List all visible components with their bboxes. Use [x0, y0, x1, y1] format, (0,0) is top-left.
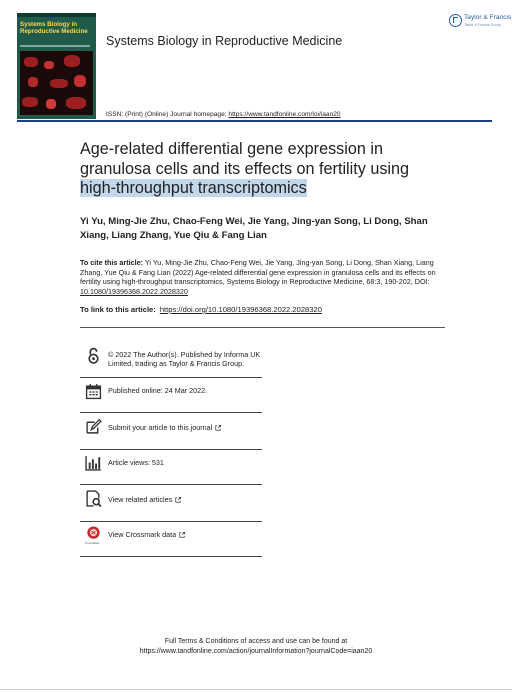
external-link-icon [179, 532, 185, 538]
cover-subtitle-bar [20, 45, 90, 47]
page-bottom-edge [0, 689, 512, 690]
publisher-tagline: Taylor & Francis Group [464, 23, 501, 27]
issn-label: ISSN: (Print) (Online) Journal homepage: [106, 111, 227, 118]
crossmark-badge-label: CrossMark [85, 541, 100, 545]
article-views: Article views: 531 [108, 458, 164, 467]
crossmark-row[interactable] [80, 526, 262, 557]
info-divider [80, 412, 262, 413]
bar-chart-icon [85, 454, 102, 471]
related-articles-row[interactable] [80, 490, 262, 522]
citation-label: To cite this article: [80, 258, 143, 267]
open-access-text: © 2022 The Author(s). Published by Informa UK Limited, trading as Taylor & Francis Group. [108, 350, 261, 368]
article-link-line [80, 305, 322, 314]
open-access-icon [85, 347, 102, 364]
article-link-label: To link to this article: [80, 305, 156, 314]
terms-footer [0, 637, 512, 657]
published-date-row [80, 382, 262, 413]
info-divider [80, 556, 262, 557]
doi-link[interactable]: 10.1080/19396368.2022.2028320 [80, 286, 188, 296]
related-articles-link[interactable]: View related articles [108, 495, 173, 504]
publisher-logo[interactable] [449, 13, 512, 31]
header-divider [17, 120, 492, 122]
info-divider [80, 377, 262, 378]
submit-article-row[interactable] [80, 418, 262, 450]
article-views-row [80, 454, 262, 485]
journal-name[interactable]: Systems Biology in Reproductive Medicine [106, 34, 343, 48]
article-link[interactable]: https://doi.org/10.1080/19396368.2022.2028320 [159, 305, 322, 314]
info-divider [80, 449, 262, 450]
crossmark-link[interactable]: View Crossmark data [108, 530, 177, 539]
terms-footer-link[interactable]: https://www.tandfonline.com/action/journalInformation?journalCode=iaan20 [139, 647, 373, 655]
external-link-icon [215, 425, 221, 431]
info-divider [80, 484, 262, 485]
journal-homepage-link[interactable]: https://www.tandfonline.com/loi/iaan20 [228, 111, 341, 118]
journal-cover-image[interactable] [17, 13, 96, 119]
cover-top-bar [17, 13, 96, 17]
article-title-text: Age-related differential gene expression in granulosa cells and its effects on fertility using [80, 140, 410, 178]
publisher-name: Taylor & Francis [464, 14, 512, 21]
author-list: Yi Yu, Ming-Jie Zhu, Chao-Feng Wei, Jie Yang, Jing-yan Song, Li Dong, Shan Xiang, Liang Zhang, Yue Qiu & Fang Lian [80, 216, 428, 241]
publisher-logo-icon [449, 14, 462, 27]
info-divider [80, 521, 262, 522]
submit-article-link[interactable]: Submit your article to this journal [108, 423, 213, 432]
open-access-notice [80, 346, 262, 378]
terms-footer-text: Full Terms & Conditions of access and use can be found at [164, 638, 348, 645]
article-title [80, 140, 440, 199]
citation-text: Yi Yu, Ming-Jie Zhu, Chao-Feng Wei, Jie Yang, Jing-yan Song, Li Dong, Shan Xiang, Liang Zhang, Yue Qiu & Fang Lian (2022) Age-related differential gene expression in granulosa cells and its effects on fertility using high-throughput transcriptomics, Systems Biology in Reproductive Medicine, 68:3, 190-202, DOI: [80, 258, 436, 287]
related-articles-icon [85, 490, 102, 507]
cover-title: Systems Biology in Reproductive Medicine [20, 21, 88, 35]
citation-block [80, 258, 450, 296]
citation-divider [80, 327, 445, 328]
published-date: Published online: 24 Mar 2022. [108, 386, 208, 395]
edit-icon [85, 418, 102, 435]
article-title-highlighted: high-throughput transcriptomics [80, 179, 307, 197]
cover-micrograph [20, 51, 93, 115]
issn-line [106, 111, 341, 118]
external-link-icon [175, 497, 181, 503]
calendar-icon [85, 383, 102, 400]
